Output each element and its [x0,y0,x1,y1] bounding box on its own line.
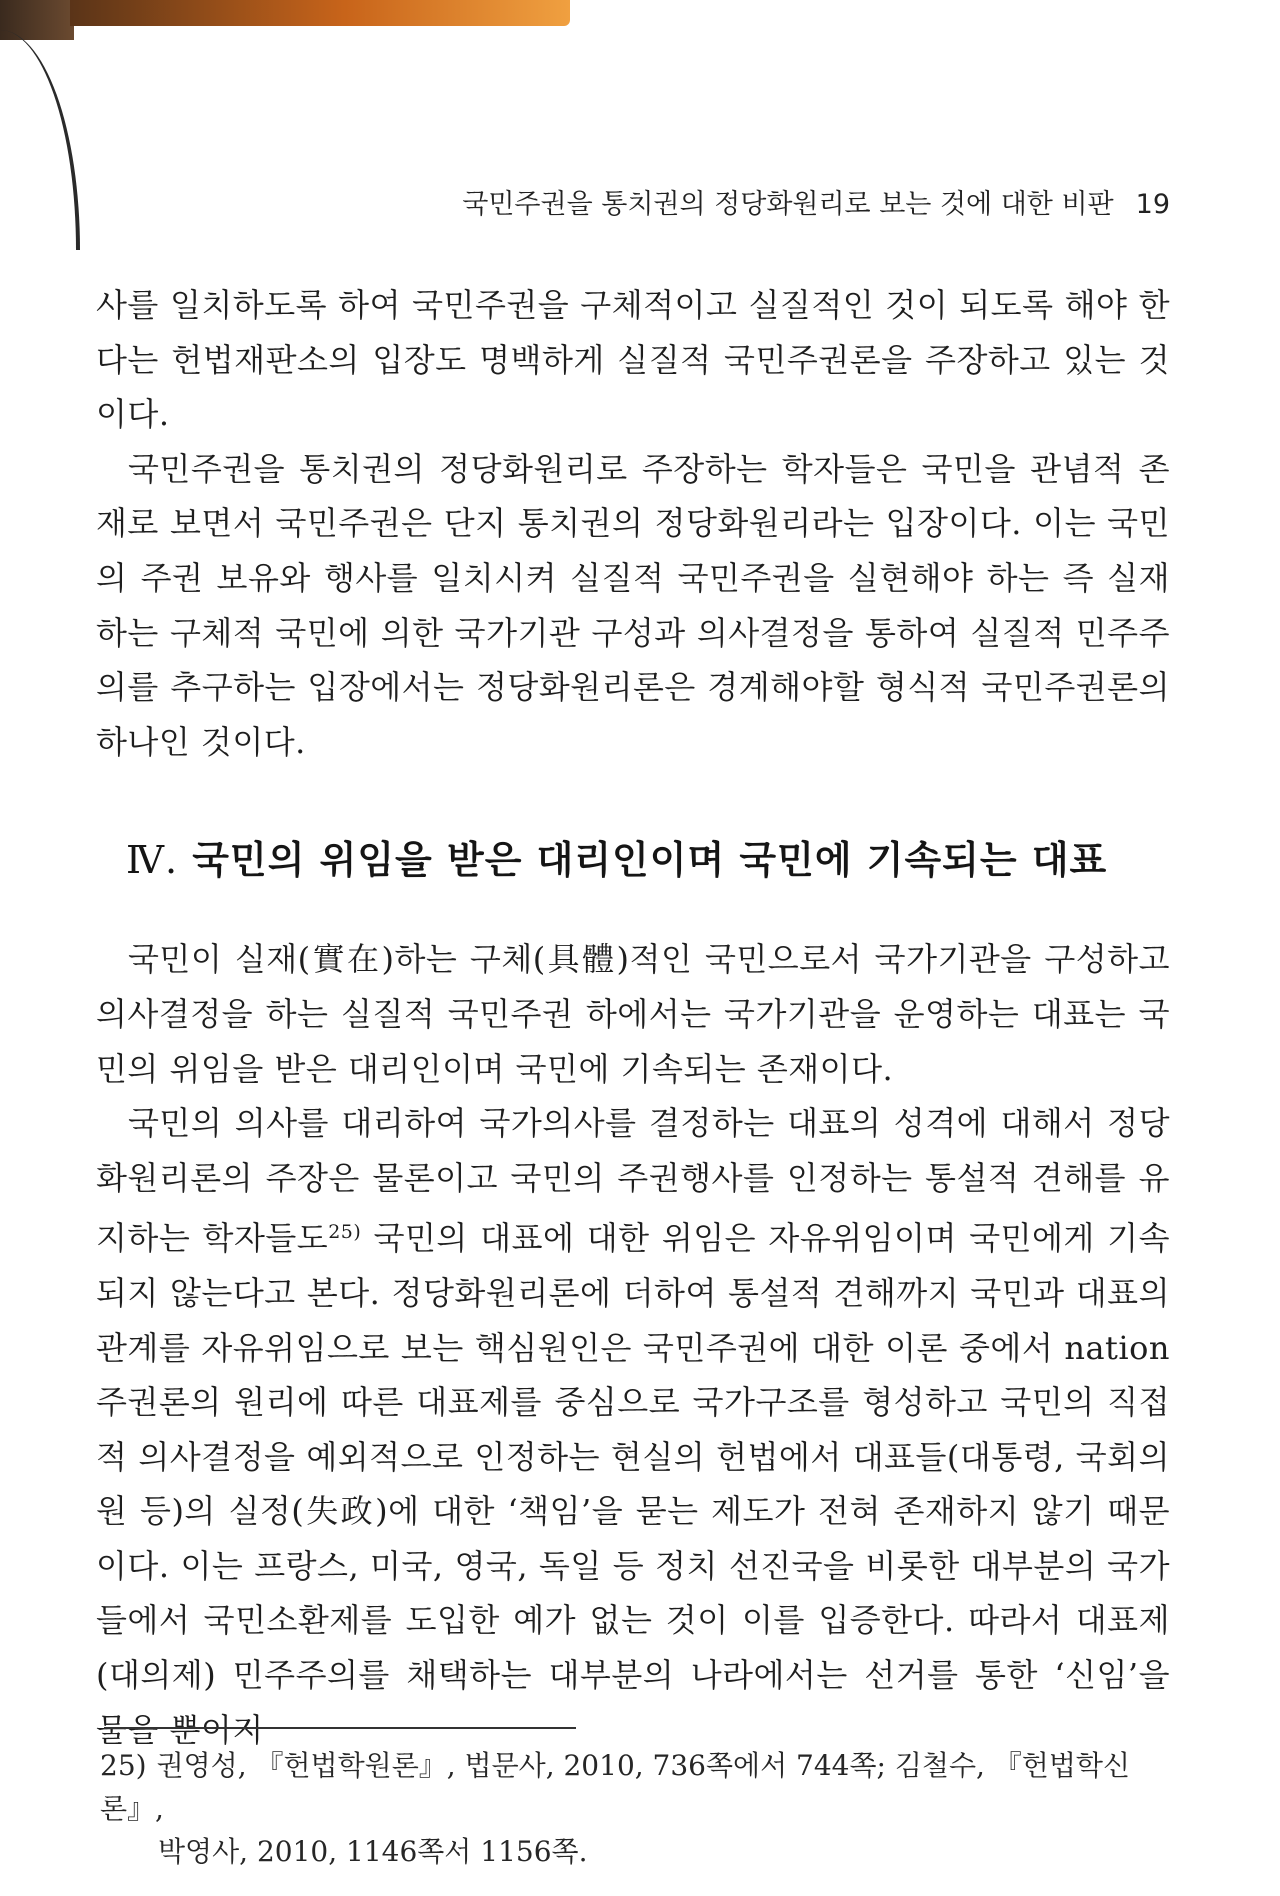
body-text [96,278,1170,1757]
page-curl [0,30,80,250]
footnote-divider [104,1727,576,1729]
footnote-number: 25) [100,1749,147,1782]
paragraph-2: 국민주권을 통치권의 정당화원리로 주장하는 학자들은 국민을 관념적 존재로 보면서 국민주권은 단지 통치권의 정당화원리라는 입장이다. 이는 국민의 주권 보유와 행사를 일치시켜 실질적 국민주권을 실현해야 하는 즉 실재하는 구체적 국민에 의한 국가기관 구성과 의사결정을 통하여 실질적 민주주의를 추구하는 입장에서는 정당화원리론은 경계해야할 형식적 국민주권론의 하나인 것이다. [96,449,1170,761]
page-number: 19 [1135,189,1170,220]
section-numeral: Ⅳ. [126,838,179,883]
section-heading [126,829,1170,884]
running-header [462,182,1170,221]
paragraph-4 [96,1096,1170,1757]
book-cover-edge [70,0,570,26]
footnote-line-1: 권영성, 『헌법학원론』, 법문사, 2010, 736쪽에서 744쪽; 김철수, 『헌법학신론』, [100,1749,1131,1825]
section-title: 국민의 위임을 받은 대리인이며 국민에 기속되는 대표 [192,838,1108,883]
paragraph-1: 사를 일치하도록 하여 국민주권을 구체적이고 실질적인 것이 되도록 해야 한다는 헌법재판소의 입장도 명백하게 실질적 국민주권론을 주장하고 있는 것이다. [96,286,1170,434]
paragraph-4-part-2: 국민의 대표에 대한 위임은 자유위임이며 국민에게 기속되지 않는다고 본다. 정당화원리론에 더하여 통설적 견해까지 국민과 대표의 관계를 자유위임으로 보는 핵심원인은 국민주권에 대한 이론 중에서 nation 주권론의 원리에 따른 대표제를 중심으로 국가구조를 형성하고 국민의 직접적 의사결정을 예외적으로 인정하는 현실의 헌법에서 대표들(대통령, 국회의원 등)의 실정(失政)에 대한 ‘책임’을 묻는 제도가 전혀 존재하지 않기 때문이다. 이는 프랑스, 미국, 영국, 독일 등 정치 선진국을 비롯한 대부분의 국가들에서 국민소환제를 도입한 예가 없는 것이 이를 입증한다. 따라서 대표제(대의제) 민주주의를 채택하는 대부분의 나라에서는 선거를 통한 ‘신임’을 물을 뿐이지 [96,1219,1170,1749]
footnote [100,1744,1172,1873]
paragraph-3: 국민이 실재(實在)하는 구체(具體)적인 국민으로서 국가기관을 구성하고 의사결정을 하는 실질적 국민주권 하에서는 국가기관을 운영하는 대표는 국민의 위임을 받은 대리인이며 국민에 기속되는 존재이다. [96,940,1170,1088]
running-head-title: 국민주권을 통치권의 정당화원리로 보는 것에 대한 비판 [462,189,1114,220]
footnote-line-2: 박영사, 2010, 1146쪽서 1156쪽. [158,1835,588,1868]
footnote-reference[interactable]: 25) [328,1221,362,1244]
paragraph-4-part-1: 국민의 의사를 대리하여 국가의사를 결정하는 대표의 성격에 대해서 정당화원리론의 주장은 물론이고 국민의 주권행사를 인정하는 통설적 견해를 유지하는 학자들도 [96,1104,1170,1258]
